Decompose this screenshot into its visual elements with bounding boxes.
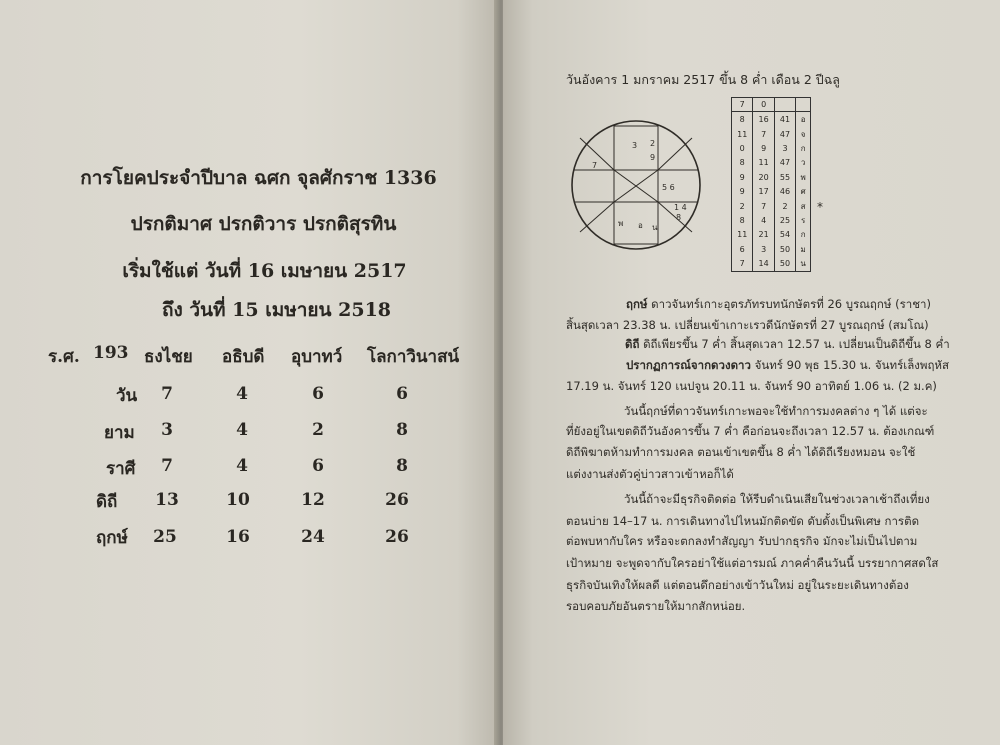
paragraph-text: ธุรกิจบันเทิงให้ผลดี แต่ตอนดึกอย่างเข้าวันใหม่ อยู่ในระยะเดินทางต้อง [566, 578, 909, 592]
paragraph-text: วันนี้ฤกษ์ที่ดาวจันทร์เกาะพอจะใช้ทำการมงคลต่าง ๆ ได้ แต่จะ [624, 404, 928, 418]
paragraph-line [566, 466, 734, 484]
paragraph-text: แต่งงานส่งตัวคู่บ่าวสาวเข้าหอก็ได้ [566, 467, 734, 481]
paragraph-lead: ดิถี [625, 337, 640, 351]
grid-cell: 9 [753, 141, 774, 155]
grid-cell: ก [796, 141, 811, 155]
left-title-line2: ปรกติมาศ ปรกติวาร ปรกติสุรทิน [130, 213, 397, 235]
table-header-col4: โลกาวินาสน์ [367, 347, 460, 367]
grid-cell: ส [796, 199, 811, 213]
grid-cell: 3 [753, 242, 774, 256]
wheel-number: 5 6 [662, 183, 675, 192]
paragraph-text: ดิถีพิฆาตห้ามทำการมงคล ตอนเข้าเขตขึ้น 8 ค่ำ ได้ดิถีเรียงหมอน จะใช้ [566, 445, 916, 459]
table-cell: 4 [236, 456, 248, 476]
paragraph-text: สิ้นสุดเวลา 23.38 น. เปลี่ยนเข้าเกาะเรวดีนักษัตรที่ 27 บูรณฤกษ์ (สมโณ) [566, 318, 929, 332]
grid-cell: พ [796, 170, 811, 184]
grid-cell: 0 [753, 98, 774, 112]
grid-cell [774, 98, 795, 112]
paragraph-text: ต่อพบหากับใคร หรือจะตกลงทำสัญญา รับปากธุรกิจ มักจะไม่เป็นไปตาม [566, 534, 918, 548]
wheel-number: 1 4 [674, 203, 687, 212]
grid-cell: 3 [774, 141, 795, 155]
wheel-number: 7 [592, 161, 598, 170]
grid-cell: 14 [753, 257, 774, 272]
paragraph-text: ดิถีเพียรขึ้น 7 ค่ำ สิ้นสุดเวลา 12.57 น. เปลี่ยนเป็นดิถีขึ้น 8 ค่ำ [639, 337, 950, 351]
grid-cell: 9 [732, 170, 753, 184]
paragraph-line [566, 577, 909, 595]
left-title-line4: ถึง วันที่ 15 เมษายน 2518 [161, 299, 392, 321]
table-cell: 8 [396, 456, 408, 476]
paragraph-text: จันทร์ 90 พุธ 15.30 น. จันทร์เล็งพฤหัส [750, 358, 950, 372]
grid-cell: ม [796, 242, 811, 256]
paragraph-text: เป้าหมาย จะพูดจากับใครอย่าใช้แต่อารมณ์ ภาคค่ำคืนวันนี้ บรรยากาศสดใส [566, 556, 939, 570]
table-row-label: ดิถี [96, 492, 118, 512]
table-cell: 13 [155, 490, 179, 510]
grid-cell: 8 [732, 156, 753, 170]
table-row-label: ฤกษ์ [96, 528, 128, 548]
grid-cell: 2 [774, 199, 795, 213]
paragraph-line [566, 533, 917, 551]
table-header-col3: อุบาทว์ [291, 347, 343, 367]
grid-cell: 9 [732, 184, 753, 198]
right-page-header: วันอังคาร 1 มกราคม 2517 ขึ้น 8 ค่ำ เดือน 2 ปีฉลู [566, 72, 840, 87]
paragraph-text: 17.19 น. จันทร์ 120 เนปจูน 20.11 น. จันทร์ 90 อาทิตย์ 1.06 น. (2 ม.ค) [566, 379, 937, 393]
horoscope-wheel [568, 118, 704, 252]
table-header-col2: อธิบดี [222, 347, 265, 367]
paragraph-line [626, 296, 931, 314]
grid-cell: อ [796, 112, 811, 127]
grid-cell: ก [796, 228, 811, 242]
table-cell: 16 [226, 527, 250, 547]
wheel-number: 9 [650, 153, 656, 162]
wheel-number: น [652, 223, 658, 232]
paragraph-text: ตอนบ่าย 14–17 น. การเดินทางไปไหนมักติดขัด ดับดั้งเป็นพิเศษ การติด [566, 514, 920, 528]
grid-cell: 16 [753, 112, 774, 127]
table-row-label: วัน [116, 386, 138, 406]
table-header-year: 193 [93, 343, 129, 363]
table-cell: 24 [301, 527, 325, 547]
table-cell: 6 [396, 384, 408, 404]
left-title-line1: การโยคประจำปีบาล ฉศก จุลศักราช 1336 [80, 167, 437, 189]
paragraph-line [566, 317, 929, 335]
wheel-number: 8 [676, 213, 682, 222]
table-cell: 7 [161, 456, 173, 476]
paragraph-lead: ฤกษ์ [626, 297, 648, 311]
paragraph-line [625, 336, 950, 354]
paragraph-line [624, 403, 928, 421]
table-row-label: ยาม [104, 423, 135, 443]
grid-cell: 7 [732, 257, 753, 272]
table-cell: 25 [153, 527, 177, 547]
grid-cell: 50 [774, 242, 795, 256]
table-cell: 4 [236, 384, 248, 404]
grid-cell: น [796, 257, 811, 272]
grid-cell: 8 [732, 112, 753, 127]
grid-cell [796, 98, 811, 112]
grid-cell: 7 [753, 199, 774, 213]
grid-cell: 7 [753, 127, 774, 141]
table-row-label: ราศี [106, 459, 136, 479]
paragraph-text: รอบคอบภัยอันตรายให้มากสักหน่อย. [566, 599, 746, 613]
grid-cell: ร [796, 213, 811, 227]
grid-cell: 17 [753, 184, 774, 198]
left-page [0, 0, 497, 745]
grid-cell: จ [796, 127, 811, 141]
grid-cell: 21 [753, 228, 774, 242]
grid-cell: 46 [774, 184, 795, 198]
table-cell: 8 [396, 420, 408, 440]
grid-mark: * [817, 200, 823, 214]
grid-cell: 4 [753, 213, 774, 227]
left-title-line3: เริ่มใช้แต่ วันที่ 16 เมษายน 2517 [122, 260, 407, 282]
wheel-number: 3 [632, 141, 638, 150]
table-cell: 12 [301, 490, 325, 510]
paragraph-line [566, 378, 937, 396]
paragraph-line [566, 444, 915, 462]
grid-cell: 11 [753, 156, 774, 170]
paragraph-line [566, 423, 934, 441]
grid-cell: 41 [774, 112, 795, 127]
grid-cell: 8 [732, 213, 753, 227]
paragraph-text: วันนี้ถ้าจะมีธุรกิจติดต่อ ให้รีบดำเนินเสียในช่วงเวลาเช้าถึงเที่ยง [624, 492, 930, 506]
grid-cell: 6 [732, 242, 753, 256]
wheel-number: อ [638, 221, 643, 230]
table-cell: 10 [226, 490, 250, 510]
table-cell: 26 [385, 490, 409, 510]
grid-cell: 11 [732, 127, 753, 141]
paragraph-text: ดาวจันทร์เกาะอุตรภัทรบทนักษัตรที่ 26 บูรณฤกษ์ (ราชา) [647, 297, 931, 311]
paragraph-line [566, 555, 938, 573]
grid-cell: 47 [774, 156, 795, 170]
grid-cell: 54 [774, 228, 795, 242]
paragraph-line [566, 598, 745, 616]
table-cell: 26 [385, 527, 409, 547]
paragraph-line [566, 513, 919, 531]
table-cell: 6 [312, 456, 324, 476]
planet-grid [731, 97, 811, 272]
paragraph-line [626, 357, 949, 375]
grid-cell: 2 [732, 199, 753, 213]
wheel-number: 2 [650, 139, 656, 148]
wheel-number: พ [618, 219, 624, 228]
table-cell: 7 [161, 384, 173, 404]
grid-cell: ศ [796, 184, 811, 198]
grid-cell: 25 [774, 213, 795, 227]
grid-cell: 0 [732, 141, 753, 155]
paragraph-lead: ปรากฏการณ์จากดวงดาว [626, 358, 751, 372]
grid-cell: 47 [774, 127, 795, 141]
table-cell: 4 [236, 420, 248, 440]
grid-cell: 7 [732, 98, 753, 112]
grid-cell: 50 [774, 257, 795, 272]
grid-cell: 20 [753, 170, 774, 184]
table-cell: 2 [312, 420, 324, 440]
paragraph-line [624, 491, 930, 509]
grid-cell: 55 [774, 170, 795, 184]
paragraph-text: ที่ยังอยู่ในเขตดิถีวันอังคารขึ้น 7 ค่ำ คือก่อนจะถึงเวลา 12.57 น. ต้องเกณฑ์ [566, 424, 935, 438]
table-cell: 6 [312, 384, 324, 404]
table-header-rs: ร.ศ. [48, 347, 80, 367]
grid-cell: ว [796, 156, 811, 170]
table-header-col1: ธงไชย [144, 347, 193, 367]
grid-cell: 11 [732, 228, 753, 242]
table-cell: 3 [161, 420, 173, 440]
